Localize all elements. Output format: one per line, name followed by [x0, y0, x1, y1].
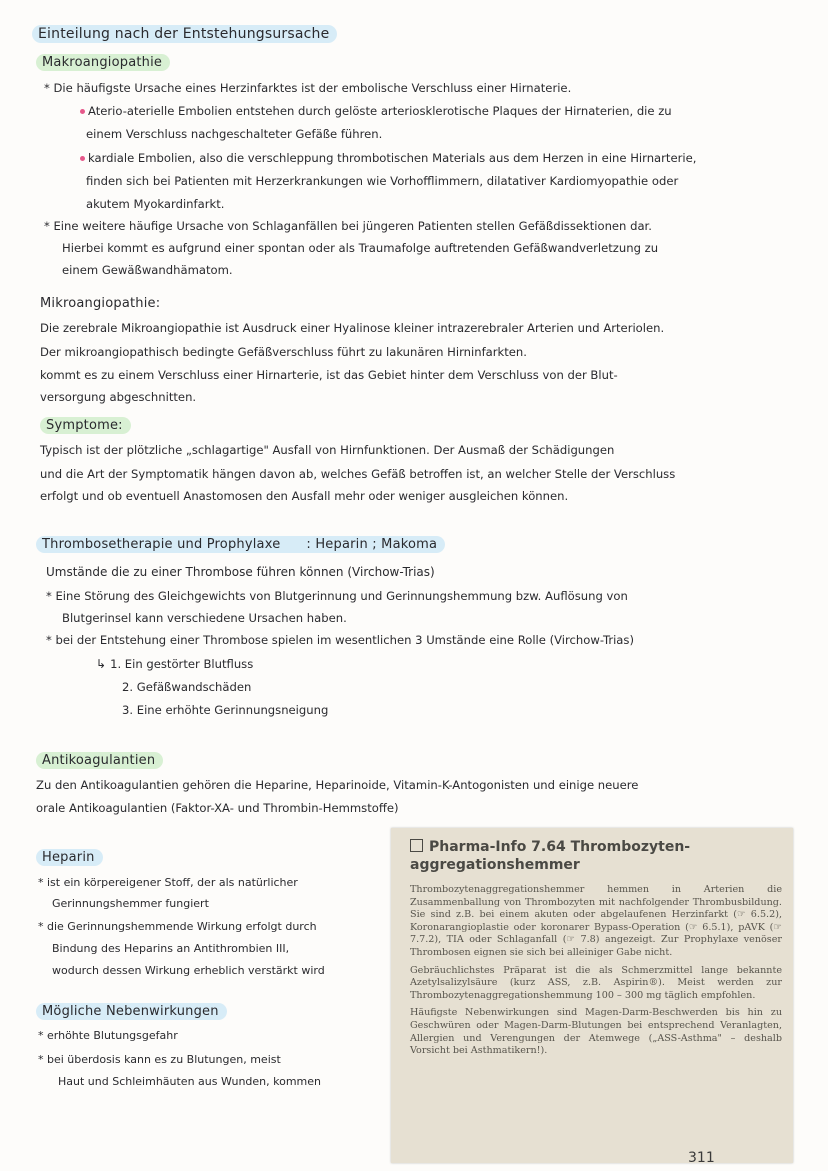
- makro-line: * Eine weitere häufige Ursache von Schlaganfällen bei jüngeren Patienten stellen Gefäßdissektionen dar.: [44, 219, 652, 233]
- thrombose-list-item: 3. Eine erhöhte Gerinnungsneigung: [122, 703, 329, 717]
- heparin-line: Gerinnungshemmer fungiert: [52, 897, 209, 910]
- mikro-line: Die zerebrale Mikroangiopathie ist Ausdruck einer Hyalinose kleiner intrazerebraler Arterien und Arteriolen.: [40, 321, 665, 335]
- makro-line: einem Verschluss nachgeschalteter Gefäße führen.: [86, 127, 383, 141]
- makro-line: einem Gewäßwandhämatom.: [62, 263, 233, 277]
- mikro-line: versorgung abgeschnitten.: [40, 390, 197, 404]
- heading-symptome: Symptome:: [40, 418, 131, 433]
- makro-line: kardiale Embolien, also die verschleppung thrombotischen Materials aus dem Herzen in eine Hirnarterie,: [80, 150, 696, 166]
- thrombose-line: Blutgerinsel kann verschiedene Ursachen haben.: [62, 611, 347, 625]
- makro-line: * Die häufigste Ursache eines Herzinfarktes ist der embolische Verschluss einer Hirnaterie.: [44, 81, 572, 95]
- clipping-paragraph: Thrombozytenaggregationshemmer hemmen in Arterien die Zusammenballung von Thrombozyten mit nachfolgender Thrombusbildung. Sie sind z.B. bei einem akuten oder abgelaufenen Herzinfarkt (☞ 6.5.2), Koronarangioplastie oder koronarer Bypass-Operation (☞ 6.5.1), pAVK (☞ 7.7.2), TIA oder Schlaganfall (☞ 7.8) angezeigt. Zur Prophylaxe venöser Thrombosen eignen sie sich bei alleiniger Gabe nicht.: [410, 884, 782, 958]
- makro-line: finden sich bei Patienten mit Herzerkrankungen wie Vorhofflimmern, dilatativer Kardiomyopathie oder: [86, 174, 679, 188]
- makro-line: akutem Myokardinfarkt.: [86, 197, 225, 211]
- clipping-paragraph: Gebräuchlichstes Präparat ist die als Schmerzmittel lange bekannte Azetylsalizylsäure (kurz ASS, z.B. Aspirin®). Meist werden zur Thrombozytenaggregationshemmung 100 – 300 mg täglich empfohlen.: [410, 964, 782, 1001]
- heading-mikroangiopathie: Mikroangiopathie:: [40, 296, 161, 311]
- mikro-line: kommt es zu einem Verschluss einer Hirnarterie, ist das Gebiet hinter dem Verschluss von der Blut-: [40, 368, 618, 382]
- clipping-body: [410, 884, 782, 1063]
- nebenwirkung-line: * bei überdosis kann es zu Blutungen, meist: [38, 1053, 281, 1066]
- heading-thrombose: Thrombosetherapie und Prophylaxe : Heparin ; Makoma: [36, 537, 445, 552]
- thrombose-line: Umstände die zu einer Thrombose führen können (Virchow-Trias): [46, 565, 435, 579]
- heading-heparin: Heparin: [36, 850, 103, 865]
- heading-makroangiopathie: Makroangiopathie: [36, 55, 170, 70]
- thrombose-line: * Eine Störung des Gleichgewichts von Blutgerinnung und Gerinnungshemmung bzw. Auflösung von: [46, 589, 628, 603]
- symptome-line: erfolgt und ob eventuell Anastomosen den Ausfall mehr oder weniger ausgleichen können.: [40, 489, 569, 503]
- bullet-dot-icon: [80, 156, 85, 161]
- heading-entstehung: Einteilung nach der Entstehungsursache: [32, 26, 337, 42]
- makro-line: Hierbei kommt es aufgrund einer spontan oder als Traumafolge auftretenden Gefäßwandverletzung zu: [62, 241, 659, 255]
- thrombose-list-item: ↳ 1. Ein gestörter Blutfluss: [96, 657, 254, 671]
- heparin-line: * ist ein körpereigener Stoff, der als natürlicher: [38, 876, 298, 889]
- clipping-paragraph: Häufigste Nebenwirkungen sind Magen-Darm-Beschwerden bis hin zu Geschwüren oder Magen-Darm-Blutungen bei entsprechend Veranlagten, Allergien und Verengungen der Atemwege („ASS-Asthma" – deshalb Vorsicht bei Asthmatikern!).: [410, 1007, 782, 1057]
- checkbox-icon: [410, 839, 423, 852]
- heading-antikoagulantien: Antikoagulantien: [36, 753, 163, 768]
- makro-line: Aterio-aterielle Embolien entstehen durch gelöste arteriosklerotische Plaques der Hirnaterien, die zu: [80, 103, 672, 119]
- heading-nebenwirkungen: Mögliche Nebenwirkungen: [36, 1004, 227, 1019]
- symptome-line: Typisch ist der plötzliche „schlagartige" Ausfall von Hirnfunktionen. Der Ausmaß der Schädigungen: [40, 443, 615, 457]
- clipping-heading-line2: aggregationshemmer: [410, 857, 580, 873]
- mikro-line: Der mikroangiopathisch bedingte Gefäßverschluss führt zu lakunären Hirninfarkten.: [40, 345, 527, 359]
- antikoag-line: Zu den Antikoagulantien gehören die Heparine, Heparinoide, Vitamin-K-Antogonisten und einige neuere: [36, 778, 639, 792]
- clipping-heading: Pharma-Info 7.64 Thrombozyten- aggregationshemmer: [410, 839, 691, 873]
- nebenwirkung-line: Haut und Schleimhäuten aus Wunden, kommen: [58, 1075, 322, 1088]
- bullet-dot-icon: [80, 109, 85, 114]
- symptome-line: und die Art der Symptomatik hängen davon ab, welches Gefäß betroffen ist, an welcher Stelle der Verschluss: [40, 467, 676, 481]
- pharma-info-clipping: [391, 828, 793, 1163]
- heparin-line: * die Gerinnungshemmende Wirkung erfolgt durch: [38, 920, 317, 933]
- nebenwirkung-line: * erhöhte Blutungsgefahr: [38, 1029, 178, 1042]
- antikoag-line: orale Antikoagulantien (Faktor-XA- und Thrombin-Hemmstoffe): [36, 801, 399, 815]
- heparin-line: wodurch dessen Wirkung erheblich verstärkt wird: [52, 964, 325, 977]
- thrombose-line: * bei der Entstehung einer Thrombose spielen im wesentlichen 3 Umstände eine Rolle (Virchow-Trias): [46, 633, 634, 647]
- page-number: 311: [688, 1150, 715, 1166]
- heading-thrombose-suffix: : Heparin ; Makoma: [306, 537, 438, 552]
- thrombose-list-item: 2. Gefäßwandschäden: [122, 680, 252, 694]
- arrow-right-icon: ↳: [96, 657, 107, 671]
- heparin-line: Bindung des Heparins an Antithrombien III,: [52, 942, 290, 955]
